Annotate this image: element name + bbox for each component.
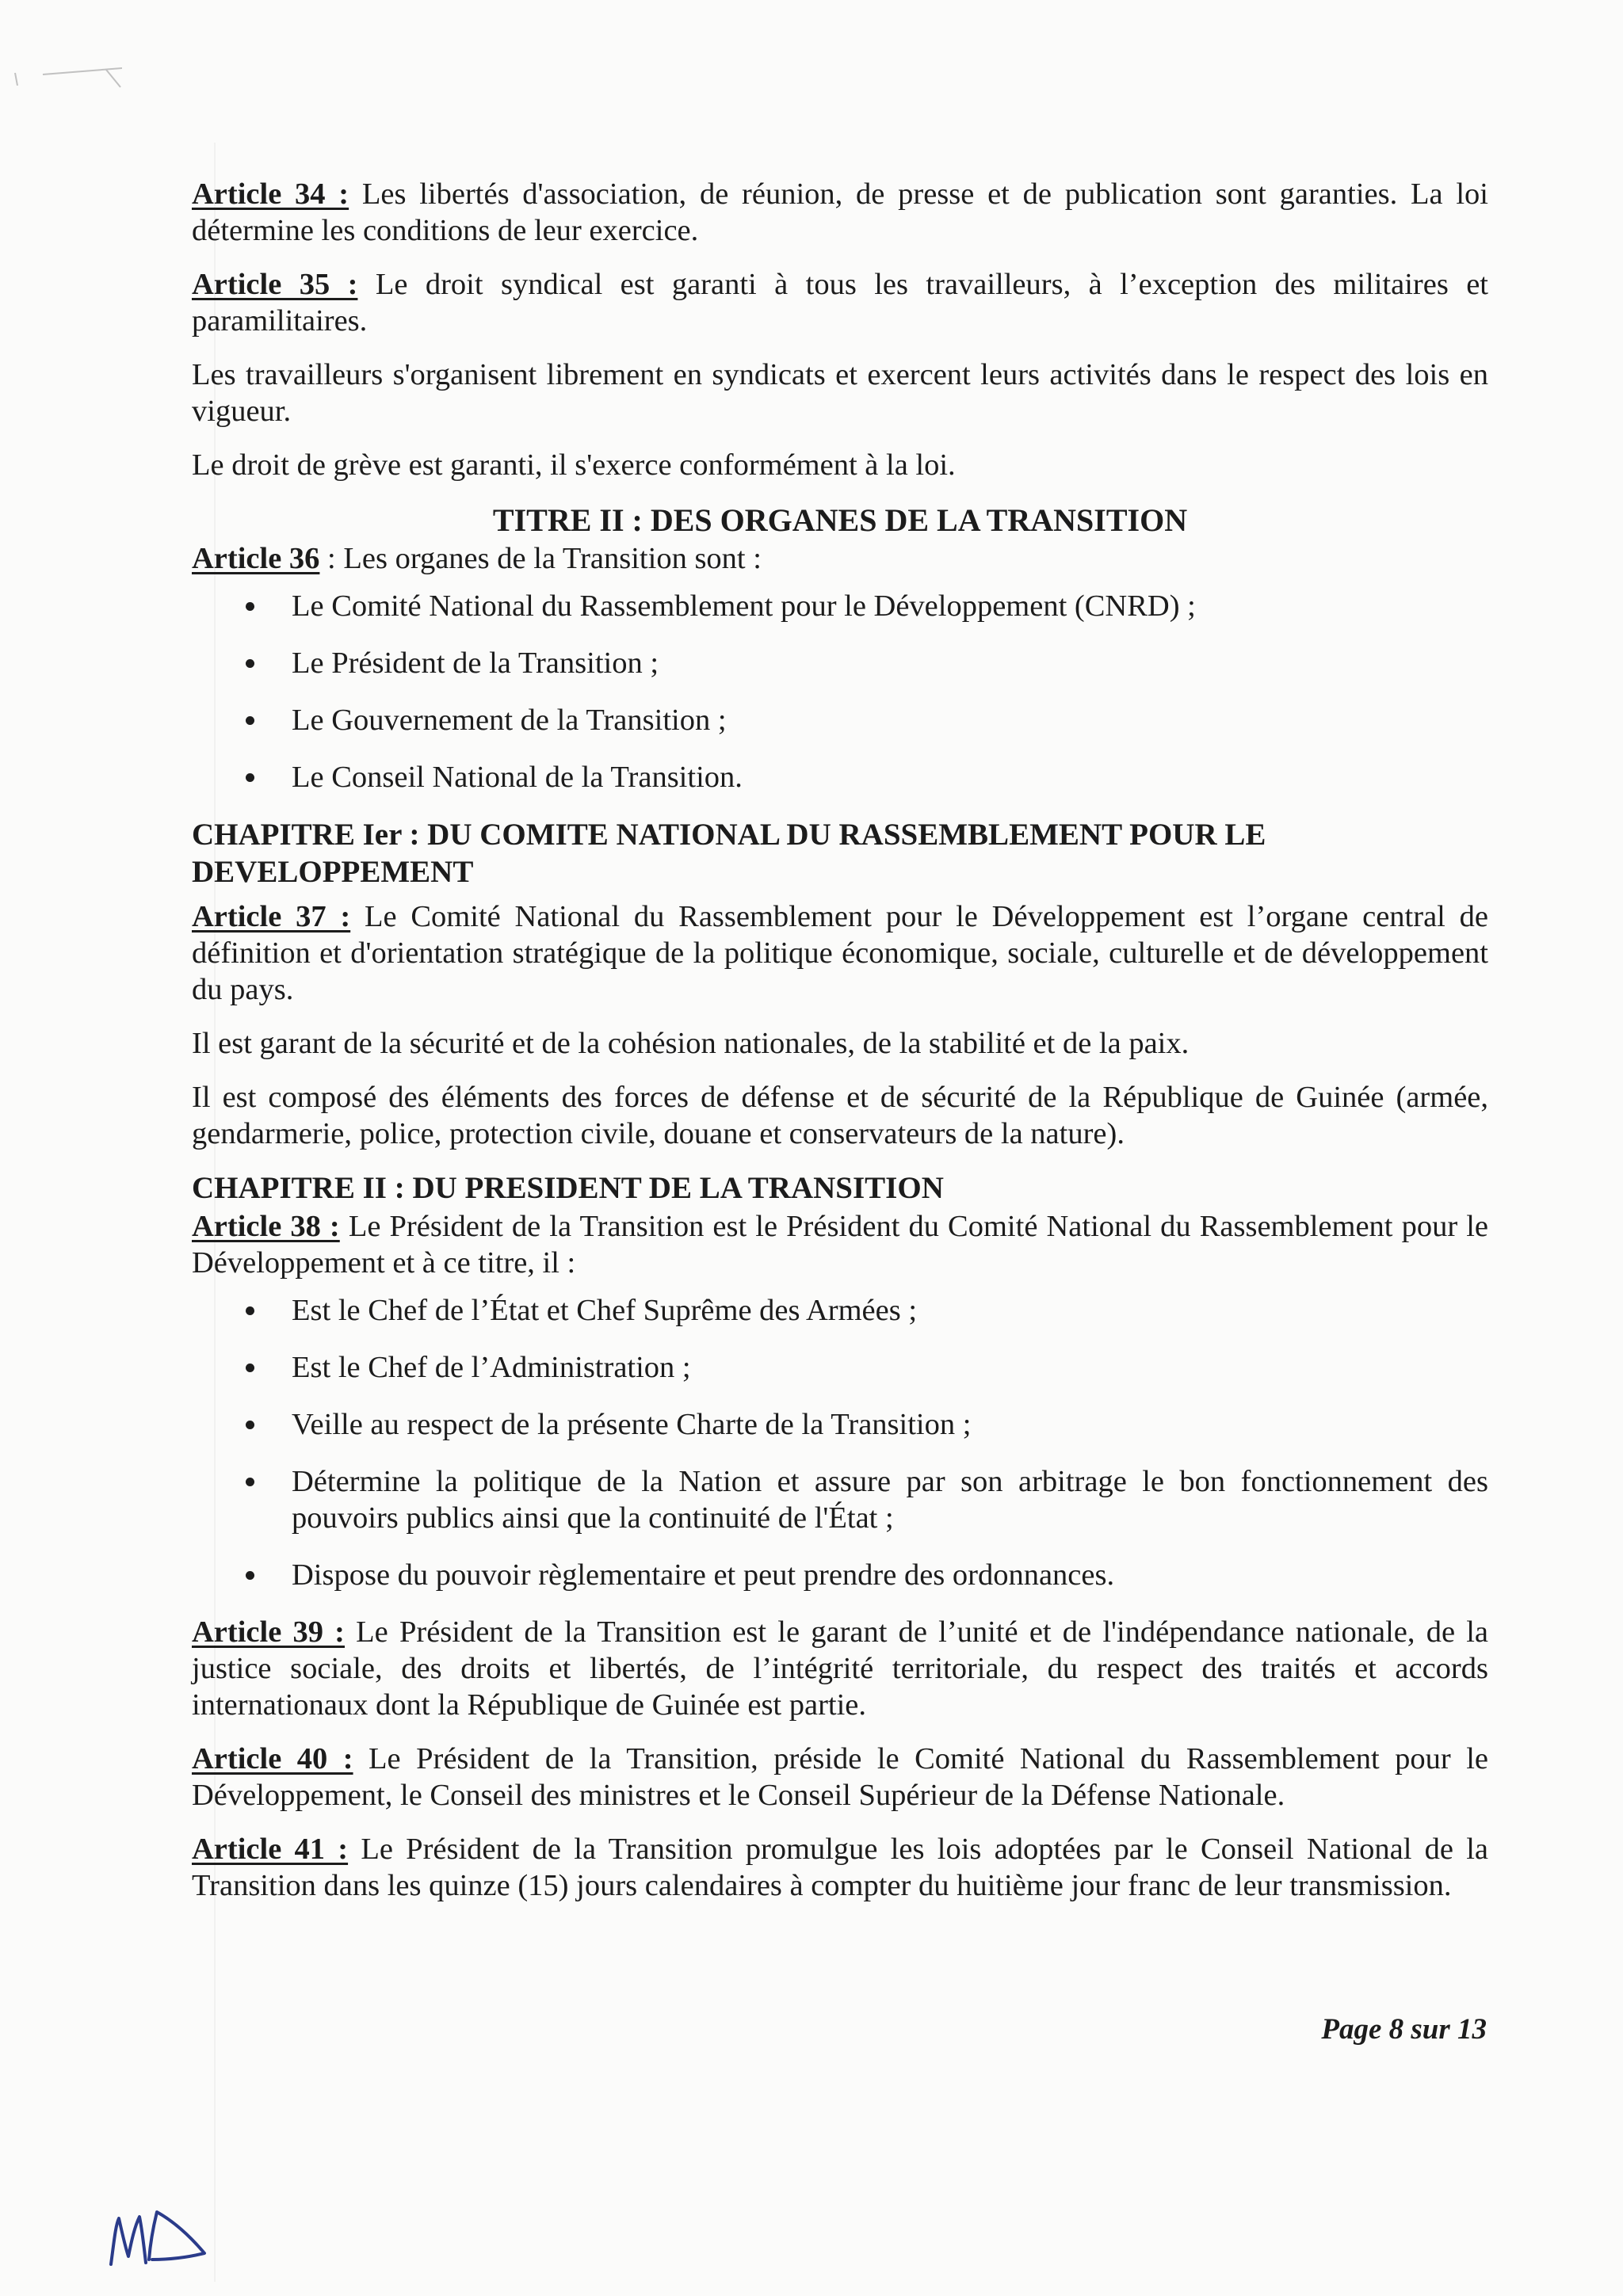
article-38 [192, 1208, 1488, 1281]
page-number: Page 8 sur 13 [1321, 2013, 1487, 2046]
article-label: Article 41 : [192, 1833, 349, 1866]
article-text: Le droit syndical est garanti à tous les travailleurs, à l’exception des militaires et paramilitaires. [192, 268, 1488, 338]
scan-corner-mark [11, 63, 122, 95]
list-item: Le Président de la Transition ; [246, 645, 1488, 681]
list-item: Le Gouvernement de la Transition ; [246, 702, 1488, 738]
article-34 [192, 176, 1488, 249]
paragraph: Il est garant de la sécurité et de la cohésion nationales, de la stabilité et de la paix. [192, 1027, 1190, 1060]
article-text: Les libertés d'association, de réunion, de presse et de publication sont garanties. La loi détermine les conditions de leur exercice. [192, 177, 1488, 247]
list-item: Détermine la politique de la Nation et assure par son arbitrage le bon fonctionnement des pouvoirs publics ainsi que la continuité de l'État ; [246, 1463, 1488, 1536]
list-item: Veille au respect de la présente Charte de la Transition ; [246, 1406, 1488, 1443]
list-item: Le Comité National du Rassemblement pour le Développement (CNRD) ; [246, 588, 1488, 624]
article-37 [192, 898, 1488, 1008]
article-text: Le Président de la Transition est le Président du Comité National du Rassemblement pour le Développement et à ce titre, il : [192, 1210, 1488, 1280]
chapter-heading: CHAPITRE Ier : DU COMITE NATIONAL DU RASSEMBLEMENT POUR LE DEVELOPPEMENT [192, 818, 1266, 889]
article-text: Le Président de la Transition promulgue les lois adoptées par le Conseil National de la Transition dans les quinze (15) jours calendaires à compter du huitième jour franc de leur transmission. [192, 1833, 1488, 1902]
list-item: Est le Chef de l’État et Chef Suprême des Armées ; [246, 1292, 1488, 1329]
article-36 [192, 540, 1488, 577]
bullet-list [192, 1292, 1488, 1593]
list-item: Le Conseil National de la Transition. [246, 759, 1488, 795]
article-text: Le Président de la Transition est le garant de l’unité et de l'indépendance nationale, de la justice sociale, des droits et libertés, de l’intégrité territoriale, du respect des traités et accords internationaux dont la République de Guinée est partie. [192, 1615, 1488, 1722]
article-label: Article 37 : [192, 900, 351, 933]
document-body [192, 176, 1488, 1921]
article-35 [192, 266, 1488, 339]
article-40 [192, 1741, 1488, 1814]
section-title: TITRE II : DES ORGANES DE LA TRANSITION [492, 502, 1188, 538]
handwritten-initials-signature [105, 2177, 216, 2272]
article-label: Article 34 : [192, 177, 349, 211]
article-label: Article 38 : [192, 1210, 340, 1243]
paragraph: Les travailleurs s'organisent librement en syndicats et exercent leurs activités dans le respect des lois en vigueur. [192, 358, 1488, 428]
article-41 [192, 1831, 1488, 1904]
article-label: Article 39 : [192, 1615, 345, 1649]
article-label: Article 35 : [192, 268, 358, 301]
article-text: Le Comité National du Rassemblement pour le Développement est l’organe central de définition et d'orientation stratégique de la politique économique, sociale, culturelle et de développement du pays. [192, 900, 1488, 1006]
bullet-list [192, 588, 1488, 795]
article-text: : Les organes de la Transition sont : [319, 542, 762, 575]
paragraph: Le droit de grève est garanti, il s'exerce conformément à la loi. [192, 448, 956, 482]
paragraph: Il est composé des éléments des forces de défense et de sécurité de la République de Guinée (armée, gendarmerie, police, protection civile, douane et conservateurs de la nature). [192, 1081, 1488, 1150]
article-label: Article 40 : [192, 1742, 353, 1775]
chapter-heading: CHAPITRE II : DU PRESIDENT DE LA TRANSITION [192, 1171, 944, 1205]
article-label: Article 36 [192, 542, 320, 575]
article-text: Le Président de la Transition, préside le Comité National du Rassemblement pour le Développement, le Conseil des ministres et le Conseil Supérieur de la Défense Nationale. [192, 1742, 1488, 1812]
list-item: Est le Chef de l’Administration ; [246, 1349, 1488, 1386]
article-39 [192, 1614, 1488, 1723]
list-item: Dispose du pouvoir règlementaire et peut prendre des ordonnances. [246, 1557, 1488, 1593]
